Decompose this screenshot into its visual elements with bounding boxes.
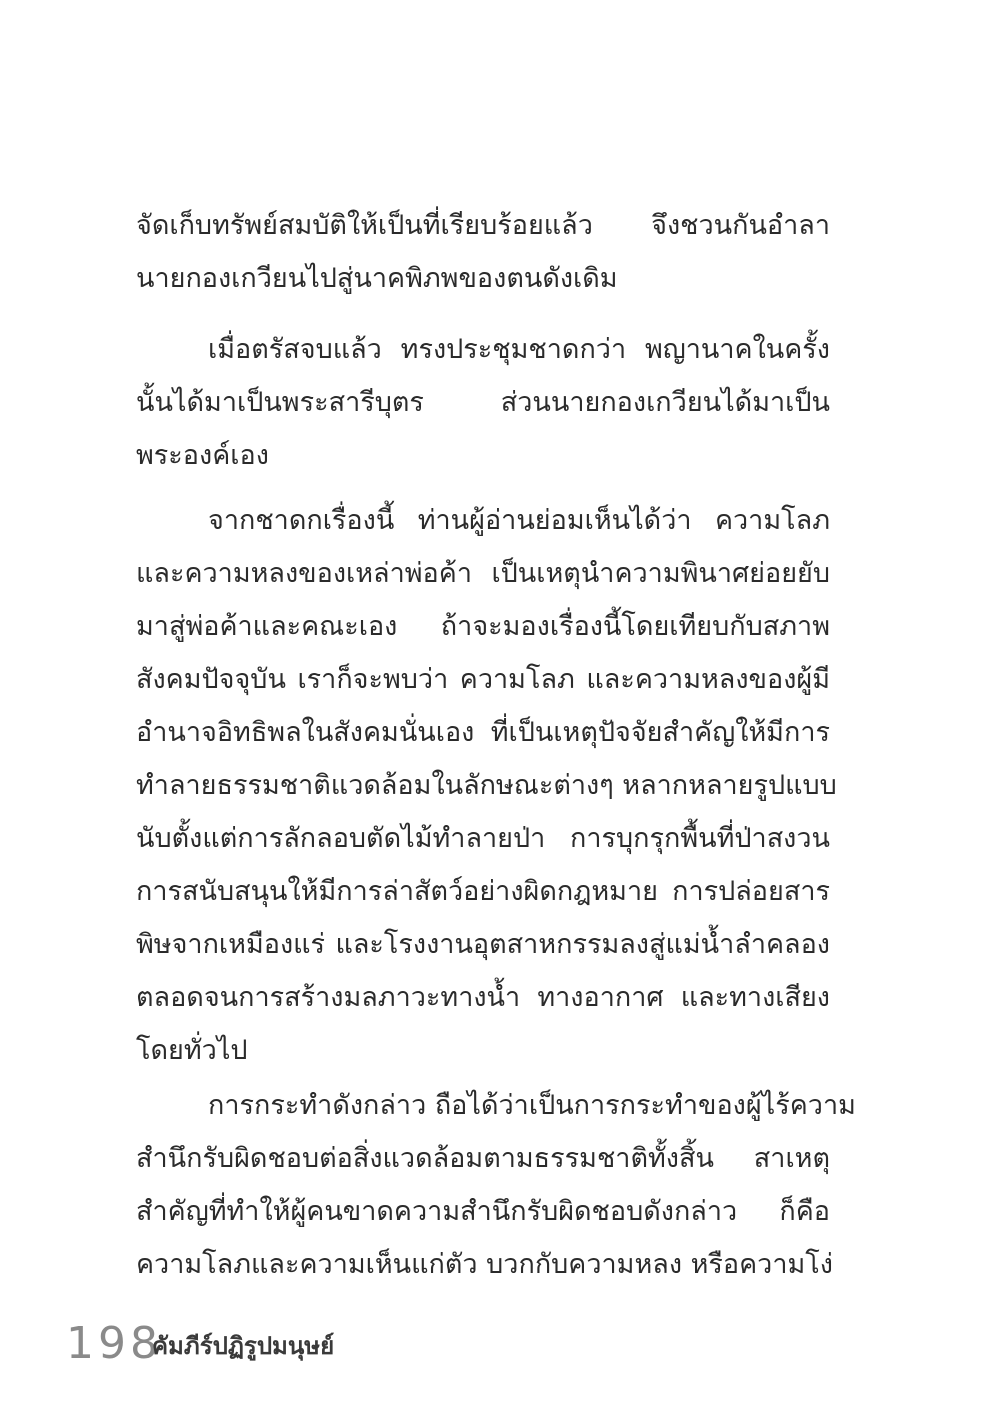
text-line: พิษจากเหมืองแร่ และโรงงานอุตสาหกรรมลงสู่แม่น้ำลำคลอง <box>136 929 830 960</box>
book-title: คัมภีร์ปฏิรูปมนุษย์ <box>152 1332 335 1360</box>
text-line: นายกองเกวียนไปสู่นาคพิภพของตนดังเดิม <box>136 263 618 294</box>
text-line: การกระทำดังกล่าว ถือได้ว่าเป็นการกระทำของผู้ไร้ความ <box>208 1090 856 1121</box>
text-line: นับตั้งแต่การลักลอบตัดไม้ทำลายป่า การบุกรุกพื้นที่ป่าสงวน <box>136 823 830 854</box>
text-line: ตลอดจนการสร้างมลภาวะทางน้ำ ทางอากาศ และทางเสียง <box>136 982 830 1013</box>
text-line: สังคมปัจจุบัน เราก็จะพบว่า ความโลภ และความหลงของผู้มี <box>136 664 830 695</box>
text-line: และความหลงของเหล่าพ่อค้า เป็นเหตุนำความพินาศย่อยยับ <box>136 558 830 589</box>
text-line: จากชาดกเรื่องนี้ ท่านผู้อ่านย่อมเห็นได้ว่า ความโลภ <box>208 505 830 536</box>
page-footer <box>66 1318 466 1378</box>
text-line: จัดเก็บทรัพย์สมบัติให้เป็นที่เรียบร้อยแล้ว จึงชวนกันอำลา <box>136 210 830 241</box>
text-line: เมื่อตรัสจบแล้ว ทรงประชุมชาดกว่า พญานาคในครั้ง <box>208 334 830 365</box>
text-line: โดยทั่วไป <box>136 1035 248 1066</box>
text-line: มาสู่พ่อค้าและคณะเอง ถ้าจะมองเรื่องนี้โดยเทียบกับสภาพ <box>136 611 830 642</box>
text-line: สำนึกรับผิดชอบต่อสิ่งแวดล้อมตามธรรมชาติทั้งสิ้น สาเหตุ <box>136 1143 830 1174</box>
text-line: นั้นได้มาเป็นพระสารีบุตร ส่วนนายกองเกวียนได้มาเป็น <box>136 387 830 418</box>
text-line: สำคัญที่ทำให้ผู้คนขาดความสำนึกรับผิดชอบดังกล่าว ก็คือ <box>136 1196 830 1227</box>
text-line: การสนับสนุนให้มีการล่าสัตว์อย่างผิดกฎหมาย การปล่อยสาร <box>136 876 830 907</box>
text-line: อำนาจอิทธิพลในสังคมนั่นเอง ที่เป็นเหตุปัจจัยสำคัญให้มีการ <box>136 717 830 748</box>
text-line: ความโลภและความเห็นแก่ตัว บวกกับความหลง หรือความโง่ <box>136 1249 833 1280</box>
page-number: 198 <box>66 1318 162 1369</box>
text-line: พระองค์เอง <box>136 440 269 471</box>
text-line: ทำลายธรรมชาติแวดล้อมในลักษณะต่างๆ หลากหลายรูปแบบ <box>136 770 837 801</box>
